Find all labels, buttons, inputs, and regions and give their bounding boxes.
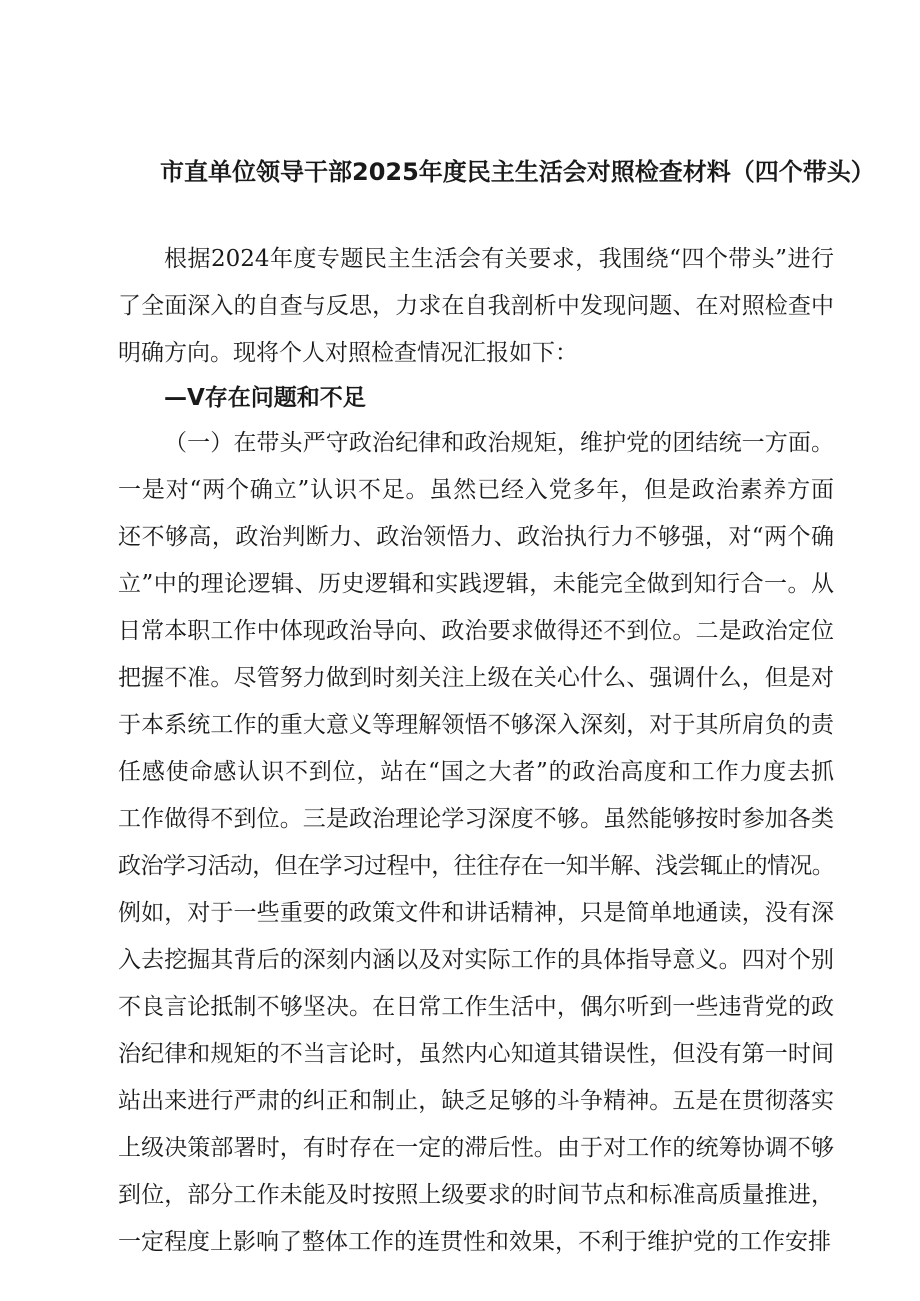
paragraph-line: 政治学习活动，但在学习过程中，往往存在一知半解、浅尝辄止的情况。 bbox=[118, 853, 834, 879]
paragraph-line: 工作做得不到位。三是政治理论学习深度不够。虽然能够按时参加各类 bbox=[118, 806, 834, 832]
paragraph-line: 日常本职工作中体现政治导向、政治要求做得还不到位。二是政治定位 bbox=[118, 618, 834, 644]
document-title: 市直单位领导干部2025年度民主生活会对照检查材料（四个带头） bbox=[160, 158, 875, 186]
section-heading: —V存在问题和不足 bbox=[164, 385, 366, 411]
paragraph-line: 入去挖掘其背后的深刻内涵以及对实际工作的具体指导意义。四对个别 bbox=[118, 947, 834, 973]
paragraph-line: 一是对“两个确立”认识不足。虽然已经入党多年，但是政治素养方面 bbox=[118, 477, 834, 503]
paragraph-line: 于本系统工作的重大意义等理解领悟不够深入深刻，对于其所肩负的责 bbox=[118, 712, 834, 738]
paragraph-line: 例如，对于一些重要的政策文件和讲话精神，只是简单地通读，没有深 bbox=[118, 900, 834, 926]
paragraph-line: 把握不准。尽管努力做到时刻关注上级在关心什么、强调什么，但是对 bbox=[118, 665, 834, 691]
paragraph-line: 到位，部分工作未能及时按照上级要求的时间节点和标准高质量推进， bbox=[118, 1182, 834, 1208]
paragraph-line: 治纪律和规矩的不当言论时，虽然内心知道其错误性，但没有第一时间 bbox=[118, 1041, 834, 1067]
paragraph-line: 任感使命感认识不到位，站在“国之大者”的政治高度和工作力度去抓 bbox=[118, 759, 834, 785]
paragraph-line: 站出来进行严肃的纠正和制止，缺乏足够的斗争精神。五是在贯彻落实 bbox=[118, 1088, 834, 1114]
intro-line: 了全面深入的自查与反思，力求在自我剖析中发现问题、在对照检查中 bbox=[118, 293, 834, 319]
intro-line: 根据2024年度专题民主生活会有关要求，我围绕“四个带头”进行 bbox=[164, 246, 834, 272]
paragraph-line: （一）在带头严守政治纪律和政治规矩，维护党的团结统一方面。 bbox=[164, 430, 834, 456]
paragraph-line: 立”中的理论逻辑、历史逻辑和实践逻辑，未能完全做到知行合一。从 bbox=[118, 571, 834, 597]
intro-paragraph bbox=[118, 236, 834, 377]
paragraph-line: 一定程度上影响了整体工作的连贯性和效果，不利于维护党的工作安排 bbox=[118, 1229, 831, 1255]
section-paragraph bbox=[118, 420, 834, 1266]
paragraph-line: 还不够高，政治判断力、政治领悟力、政治执行力不够强，对“两个确 bbox=[118, 524, 834, 550]
paragraph-line: 不良言论抵制不够坚决。在日常工作生活中，偶尔听到一些违背党的政 bbox=[118, 994, 834, 1020]
intro-line: 明确方向。现将个人对照检查情况汇报如下： bbox=[118, 340, 578, 366]
paragraph-line: 上级决策部署时，有时存在一定的滞后性。由于对工作的统筹协调不够 bbox=[118, 1135, 834, 1161]
